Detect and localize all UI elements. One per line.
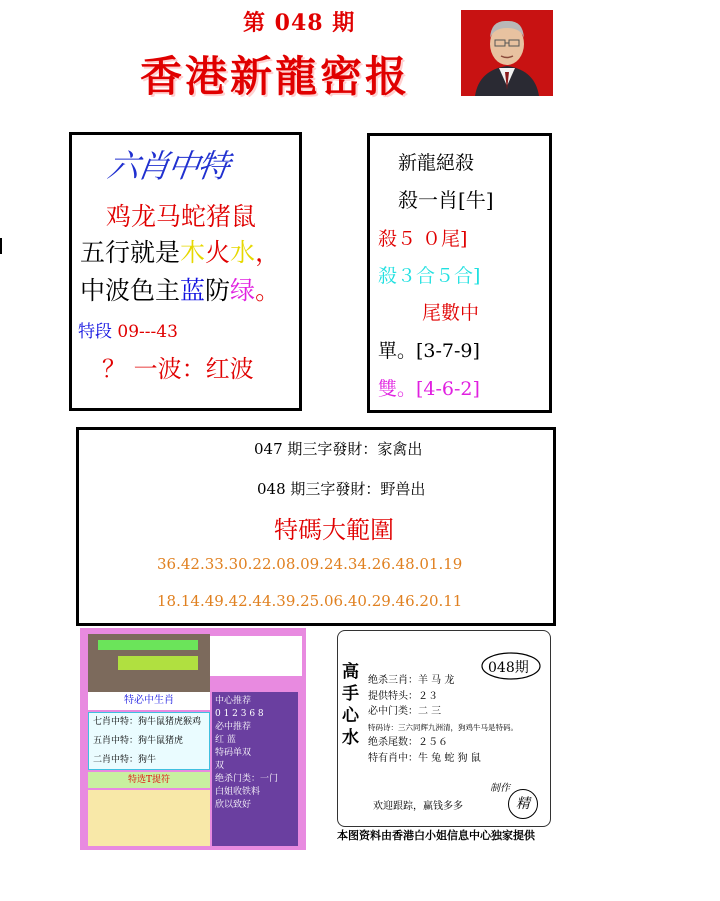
stamp-side-9: 欣以致好 bbox=[215, 800, 252, 810]
wave-green: 绿 bbox=[230, 276, 256, 305]
edge-mark bbox=[0, 238, 2, 254]
stamp-label-b: 特选T提符 bbox=[88, 772, 210, 788]
stamp-label-a: 特必中生肖 bbox=[88, 692, 210, 710]
range-numbers-1: 36.42.33.30.22.08.09.24.34.26.48.01.19 bbox=[157, 555, 463, 573]
kill-combo: 殺３合５合] bbox=[378, 265, 481, 287]
single-tails: 單。[3-7-9] bbox=[378, 340, 480, 362]
stamp-zodiac-list bbox=[88, 712, 210, 770]
special-range bbox=[78, 317, 178, 342]
card-lines bbox=[368, 673, 518, 767]
wave-suffix: 。 bbox=[255, 276, 281, 305]
made-label: 制作 bbox=[490, 783, 510, 794]
fortune-048: 048 期三字發財：野兽出 bbox=[257, 480, 426, 498]
stamp-header-block bbox=[88, 634, 210, 692]
fortune-047: 047 期三字發財：家禽出 bbox=[254, 440, 423, 458]
double-tails: 雙。[4-6-2] bbox=[378, 378, 480, 400]
wave-blue: 蓝 bbox=[180, 276, 206, 305]
card-title-char-3: 心 bbox=[342, 706, 359, 726]
issue-badge-text: 048期 bbox=[488, 660, 529, 676]
made-stamp: 精 bbox=[508, 789, 538, 819]
zodiac-list: 鸡龙马蛇猪鼠 bbox=[106, 202, 257, 231]
stamp-side-7: 绝杀门类：一门 bbox=[215, 774, 279, 784]
stamp-side-4: 红 蓝 bbox=[215, 735, 236, 745]
special-value: 09---43 bbox=[117, 322, 178, 342]
page-title: 香港新龍密报 bbox=[140, 52, 411, 101]
card-line-5: 绝杀尾数：２５６ bbox=[368, 737, 448, 749]
stamp-side-8: 白姐收铁料 bbox=[215, 787, 261, 797]
card-title-char-4: 水 bbox=[342, 728, 359, 748]
kill-box bbox=[367, 133, 552, 413]
stamp-side-6: 双 bbox=[215, 761, 225, 771]
stamp-panel bbox=[80, 628, 306, 850]
stamp-side-3: 必中推荐 bbox=[215, 722, 252, 732]
card-line-1: 绝杀三肖：羊 马 龙 bbox=[368, 675, 455, 686]
welcome-text: 欢迎跟踪，赢钱多多 bbox=[373, 801, 463, 812]
stamp-row-2: 五肖中特：狗牛鼠猪虎 bbox=[93, 736, 184, 746]
wuxing-prefix: 五行就是 bbox=[80, 238, 181, 267]
six-zodiac-box bbox=[69, 132, 302, 411]
stamp-side-2: 0 1 2 3 6 8 bbox=[215, 709, 264, 719]
stamp-side-1: 中心推荐 bbox=[215, 696, 252, 706]
special-label: 特段 bbox=[78, 322, 112, 342]
wave-color-line bbox=[80, 271, 280, 307]
six-zodiac-logo: 六肖中特 bbox=[105, 147, 231, 185]
range-numbers-2: 18.14.49.42.44.39.25.06.40.29.46.20.11 bbox=[157, 592, 463, 610]
wuxing-line bbox=[80, 233, 280, 269]
wave-mid: 防 bbox=[205, 276, 231, 305]
wave-prefix: 中波色主 bbox=[80, 276, 181, 305]
card-line-3: 必中门类：二 三 bbox=[368, 706, 442, 718]
stamp-white-block bbox=[210, 636, 302, 676]
card-title-char-1: 高 bbox=[342, 662, 359, 682]
stamp-notes bbox=[88, 790, 210, 846]
stamp-side-column bbox=[212, 692, 298, 846]
special-code-box bbox=[76, 427, 556, 626]
kill-box-title: 新龍絕殺 bbox=[398, 152, 475, 174]
kill-zodiac: 殺一肖[牛] bbox=[398, 188, 494, 212]
expert-card bbox=[337, 630, 551, 827]
portrait-photo bbox=[461, 10, 553, 96]
stamp-row-3: 二肖中特：狗牛 bbox=[93, 755, 157, 765]
wuxing-suffix: ， bbox=[255, 238, 281, 267]
wuxing-wood: 木 bbox=[180, 238, 206, 267]
stamp-side-5: 特码单双 bbox=[215, 748, 252, 758]
issue-number: 第 048 期 bbox=[243, 10, 356, 36]
card-line-2: 提供特头：２３ bbox=[368, 690, 438, 702]
wuxing-fire: 火 bbox=[205, 238, 231, 267]
tail-heading: 尾數中 bbox=[422, 302, 480, 324]
kill-tail: 殺５ ０尾] bbox=[378, 228, 468, 250]
card-title-char-2: 手 bbox=[342, 684, 359, 704]
range-heading: 特碼大範圍 bbox=[274, 516, 394, 544]
wave-prediction: ？ 一波：红波 bbox=[102, 355, 254, 383]
card-vertical-title bbox=[342, 661, 362, 749]
card-line-4: 特码诗：三六同辉九洲清，狗鸡牛马是特码。 bbox=[368, 722, 518, 732]
stamp-row-1: 七肖中特：狗牛鼠猪虎猴鸡 bbox=[93, 717, 202, 727]
footer-note: 本图资料由香港白小姐信息中心独家提供 bbox=[337, 829, 535, 842]
card-line-6: 特有肖中：牛 兔 蛇 狗 鼠 bbox=[368, 752, 481, 764]
wuxing-water: 水 bbox=[230, 238, 256, 267]
